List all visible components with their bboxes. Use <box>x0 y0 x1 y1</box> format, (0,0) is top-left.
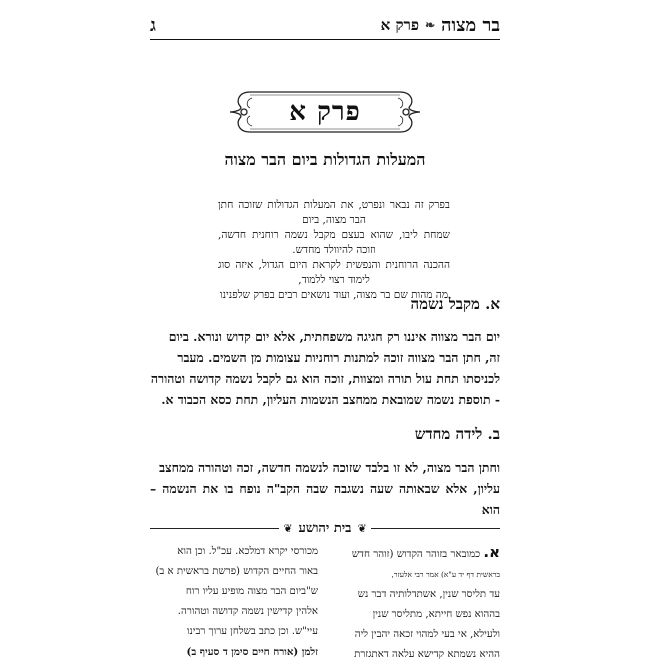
leaf-ornament-icon: ❧ <box>425 18 436 32</box>
footnote-line: מכורסי יקרא דמלכא. עכ"ל. וכן הוא <box>177 546 318 557</box>
body-line: זה, חתן הבר מצווה זוכה למתנות רוחניות עצומות מן השמים. מעבר <box>177 350 500 365</box>
running-header-title <box>381 15 500 36</box>
book-title: בר מצוה <box>441 14 500 36</box>
section-b-body <box>150 457 500 520</box>
footnote-line: זלמן (אורח חיים סימן ד סעיף ב) <box>186 646 318 658</box>
chapter-intro <box>218 198 450 303</box>
chapter-title: פרק א <box>289 97 361 127</box>
intro-line: מה מהות שם בר מצוה, ועוד נושאים רבים בפרק שלפנינו <box>219 289 449 301</box>
footnote-line: אלהין קדישין נשמה קדושה וטהורה. <box>177 606 318 617</box>
floral-ornament-icon: ❦ <box>357 521 367 535</box>
section-b-heading: ב. לידה מחדש <box>414 425 500 443</box>
body-line: יום הבר מצווה איננו רק חגיגה משפחתית, אלא יום קדוש ונורא. ביום <box>168 329 500 344</box>
footnote-rule <box>371 528 500 529</box>
header-rule <box>150 39 500 40</box>
section-a-body <box>150 326 500 410</box>
chapter-title-frame <box>228 90 422 134</box>
footnote-column-left <box>150 542 318 658</box>
intro-line: ההכנה הרוחנית והנפשית לקראת היום הגדול, איזה סוג לימוד רצוי ללמוד, <box>218 259 450 286</box>
chapter-subtitle: המעלות הגדולות ביום הבר מצוה <box>224 150 426 169</box>
footnote-rule <box>150 528 279 529</box>
footnote-columns <box>150 542 500 660</box>
footnote-line: א. כמובאר בזוהר הקדוש (זוהר חדש <box>351 543 500 561</box>
footnote-line: עיי"ש. וכן כתב בשלחן ערוך רבינו <box>186 626 318 637</box>
footnote-line: בההוא נפש חייתא, מתליסר שנין <box>372 609 500 620</box>
footnotes-title: בית יהושע <box>298 521 352 536</box>
running-header <box>150 12 500 38</box>
footnote-line: בראשית דף יד ע"א) אמר רבי אלעזר, <box>391 570 500 579</box>
floral-ornament-icon: ❦ <box>283 521 293 535</box>
intro-line: שמחת ליבו, שהוא בעצם מקבל נשמה רוחנית חדשה, וזוכה להיוולד מחדש. <box>218 229 450 256</box>
footnote-line: עד תליסר שנין, אשתדלותיה דבר נש <box>357 589 500 600</box>
page-number: ג <box>150 14 156 36</box>
body-line: לכניסתו תחת עול תורה ומצוות, זוכה הוא גם לקבל נשמה קדושה וטהורה <box>150 371 500 386</box>
body-line: עליון, אלא שבאותה שעה נשגבה שבה הקב"ה נופח בו את הנשמה – הוא <box>150 481 500 517</box>
section-a-heading: א. מקבל נשמה <box>410 295 500 313</box>
footnote-line: ההיא נשמתא קדישא עלאה דאתגזרת <box>354 649 500 660</box>
footnote-line: ש"ביום הבר מצוה מופיע עליו רוח <box>185 586 318 597</box>
footnotes-header <box>150 518 500 538</box>
body-line: וחתן הבר מצוה, לא זו בלבד שזוכה לנשמה חדשה, זכה וטהורה ממחצב <box>159 460 500 475</box>
body-line: - תוספת נשמה שמובאת ממחצב הנשמות העליון, תחת כסא הכבוד א. <box>161 392 500 407</box>
footnote-column-right <box>332 542 500 660</box>
footnote-line: באור החיים הקדוש (פרשת בראשית א ב) <box>155 566 318 577</box>
footnote-marker: א. <box>483 543 500 561</box>
running-header-chapter: פרק א <box>380 15 420 34</box>
footnote-line: ולעילא, אי בעי למהוי זכאה יהבין ליה <box>354 629 500 640</box>
intro-line: בפרק זה נבאר ונפרט, את המעלות הגדולות שזוכה חתן הבר מצוה, ביום <box>218 199 450 226</box>
